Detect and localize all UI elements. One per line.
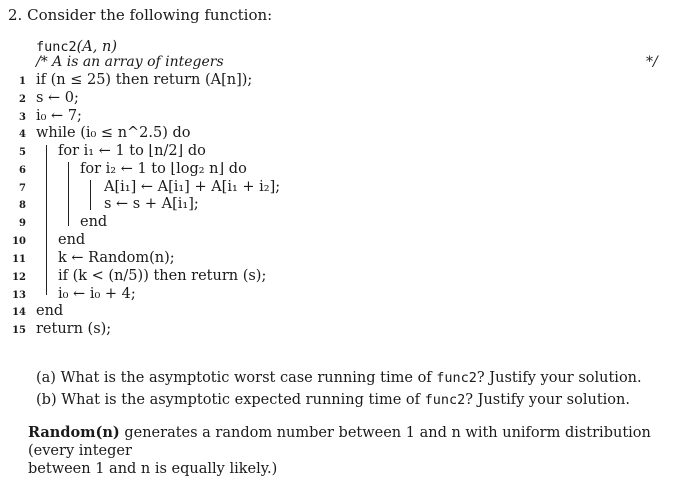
code-line: s ← s + A[i₁];	[104, 196, 199, 212]
subquestion-text-end: ? Justify your solution.	[476, 370, 642, 386]
function-args: (A, n)	[76, 39, 117, 55]
code-line: i₀ ← 7;	[36, 108, 82, 124]
code-line: k ← Random(n);	[58, 250, 175, 266]
line-number: 3	[19, 112, 26, 123]
random-note-line1: generates a random number between 1 and n with uniform distribution (every integer	[28, 425, 651, 459]
subquestion-text-end: ? Justify your solution.	[465, 392, 630, 408]
subquestion-code: func2	[436, 370, 477, 386]
for-outer-block-bar	[68, 162, 69, 226]
subquestion-a	[36, 369, 642, 387]
code-line: end	[36, 303, 64, 319]
code-line: if (k < (n/5)) then return (s);	[58, 268, 267, 284]
random-term: Random(n)	[28, 424, 120, 441]
subquestion-code: func2	[424, 392, 466, 408]
line-number: 5	[19, 147, 26, 158]
algorithm-comment: /* A is an array of integers	[36, 54, 224, 70]
question-number: 2.	[8, 6, 23, 24]
line-number: 12	[12, 272, 26, 283]
code-line: s ← 0;	[36, 90, 79, 106]
code-line: end	[58, 232, 86, 248]
code-line: while (i₀ ≤ n^2.5) do	[36, 125, 191, 141]
function-name: func2	[36, 39, 77, 55]
subquestion-text: What is the asymptotic expected running time of	[61, 392, 421, 408]
code-line: for i₂ ← 1 to ⌊log₂ n⌋ do	[80, 161, 247, 177]
line-number: 1	[19, 76, 26, 87]
random-note	[28, 424, 688, 478]
line-number: 10	[12, 236, 26, 247]
question-header	[8, 6, 272, 24]
code-line: end	[80, 214, 108, 230]
code-line: if (n ≤ 25) then return (A[n]);	[36, 72, 253, 88]
code-line: i₀ ← i₀ + 4;	[58, 286, 136, 302]
line-number: 14	[12, 307, 26, 318]
for-inner-block-bar	[90, 180, 91, 210]
question-text: Consider the following function:	[27, 6, 273, 24]
line-number: 9	[19, 218, 26, 229]
line-number: 7	[19, 183, 26, 194]
subquestion-text: What is the asymptotic worst case running time of	[60, 370, 432, 386]
line-number: 11	[12, 254, 26, 265]
random-note-line2: between 1 and n is equally likely.)	[28, 461, 278, 477]
code-line: A[i₁] ← A[i₁] + A[i₁ + i₂];	[104, 179, 281, 195]
while-block-bar	[46, 145, 47, 295]
line-number: 8	[19, 200, 26, 211]
algorithm-comment-close: */	[646, 54, 658, 70]
subquestion-label: (a)	[36, 370, 56, 386]
code-line: return (s);	[36, 321, 112, 337]
subquestion-b	[36, 391, 630, 409]
line-number: 6	[19, 165, 26, 176]
function-signature	[36, 36, 117, 55]
subquestion-label: (b)	[36, 392, 57, 408]
code-line: for i₁ ← 1 to ⌊n/2⌋ do	[58, 143, 206, 159]
line-number: 2	[19, 94, 26, 105]
line-number: 15	[12, 325, 26, 336]
line-number: 4	[19, 129, 26, 140]
line-number: 13	[12, 290, 26, 301]
